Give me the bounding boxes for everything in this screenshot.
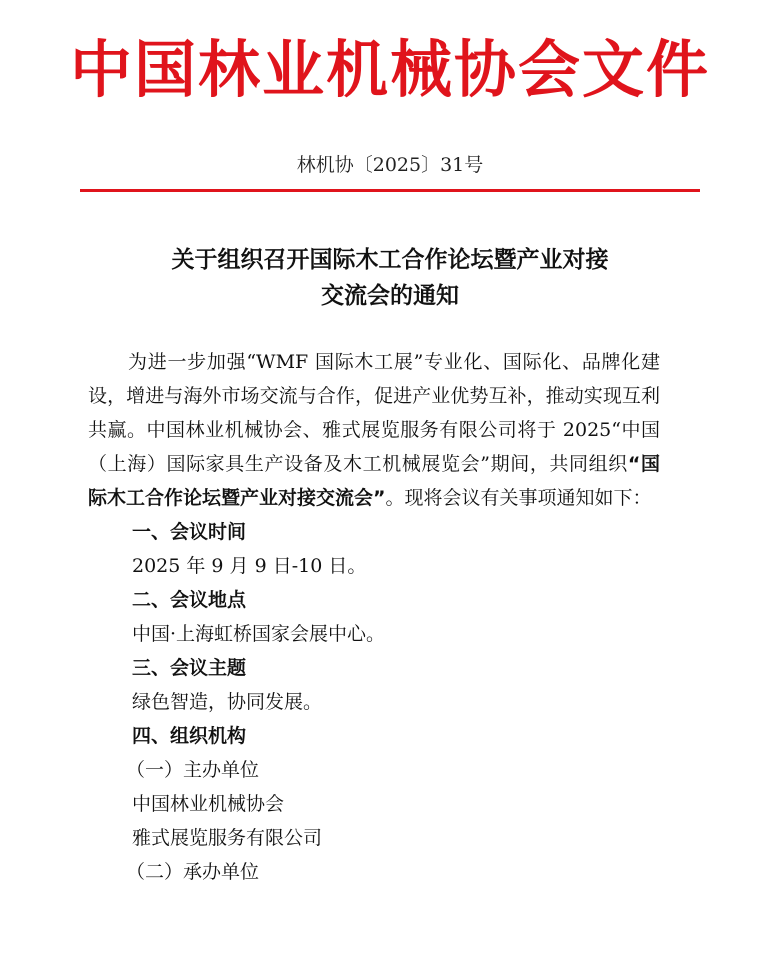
section-content-venue: 中国·上海虹桥国家会展中心。 — [132, 623, 386, 645]
intro-paragraph — [88, 345, 660, 515]
intro-event-name: “国际木工合作论坛暨产业对接交流会” — [88, 453, 660, 509]
header-red-rule — [80, 189, 700, 192]
notice-title — [0, 242, 780, 314]
intro-text-part-1: 为进一步加强“WMF 国际木工展”专业化、国际化、品牌化建设，增进与海外市场交流与合作，促进产业优势互补，推动实现互利共赢。中国林业机械协会、雅式展览服务有限公司将于 2025“中国（上海）国际家具生产设备及木工机械展览会”期间，共同组织 — [88, 351, 660, 475]
document-header-title: 中国林业机械协会文件 — [69, 33, 710, 106]
organizer-label: （二）承办单位 — [126, 861, 260, 883]
notice-title-line-1: 关于组织召开国际木工合作论坛暨产业对接 — [171, 247, 609, 273]
section-content-theme: 绿色智造，协同发展。 — [132, 691, 323, 713]
notice-body — [88, 345, 660, 889]
host-label: （一）主办单位 — [126, 759, 260, 781]
document-number: 林机协〔2025〕31号 — [296, 154, 484, 176]
intro-text-part-2: 。现将会议有关事项通知如下： — [385, 487, 652, 509]
host-organization-2: 雅式展览服务有限公司 — [132, 827, 323, 849]
section-content-time: 2025 年 9 月 9 日-10 日。 — [132, 555, 367, 577]
section-heading-time: 一、会议时间 — [132, 521, 247, 543]
section-heading-venue: 二、会议地点 — [132, 589, 247, 611]
section-heading-theme: 三、会议主题 — [132, 657, 247, 679]
section-heading-organization: 四、组织机构 — [132, 725, 247, 747]
host-organization-1: 中国林业机械协会 — [132, 793, 285, 815]
notice-title-line-2: 交流会的通知 — [321, 283, 459, 309]
